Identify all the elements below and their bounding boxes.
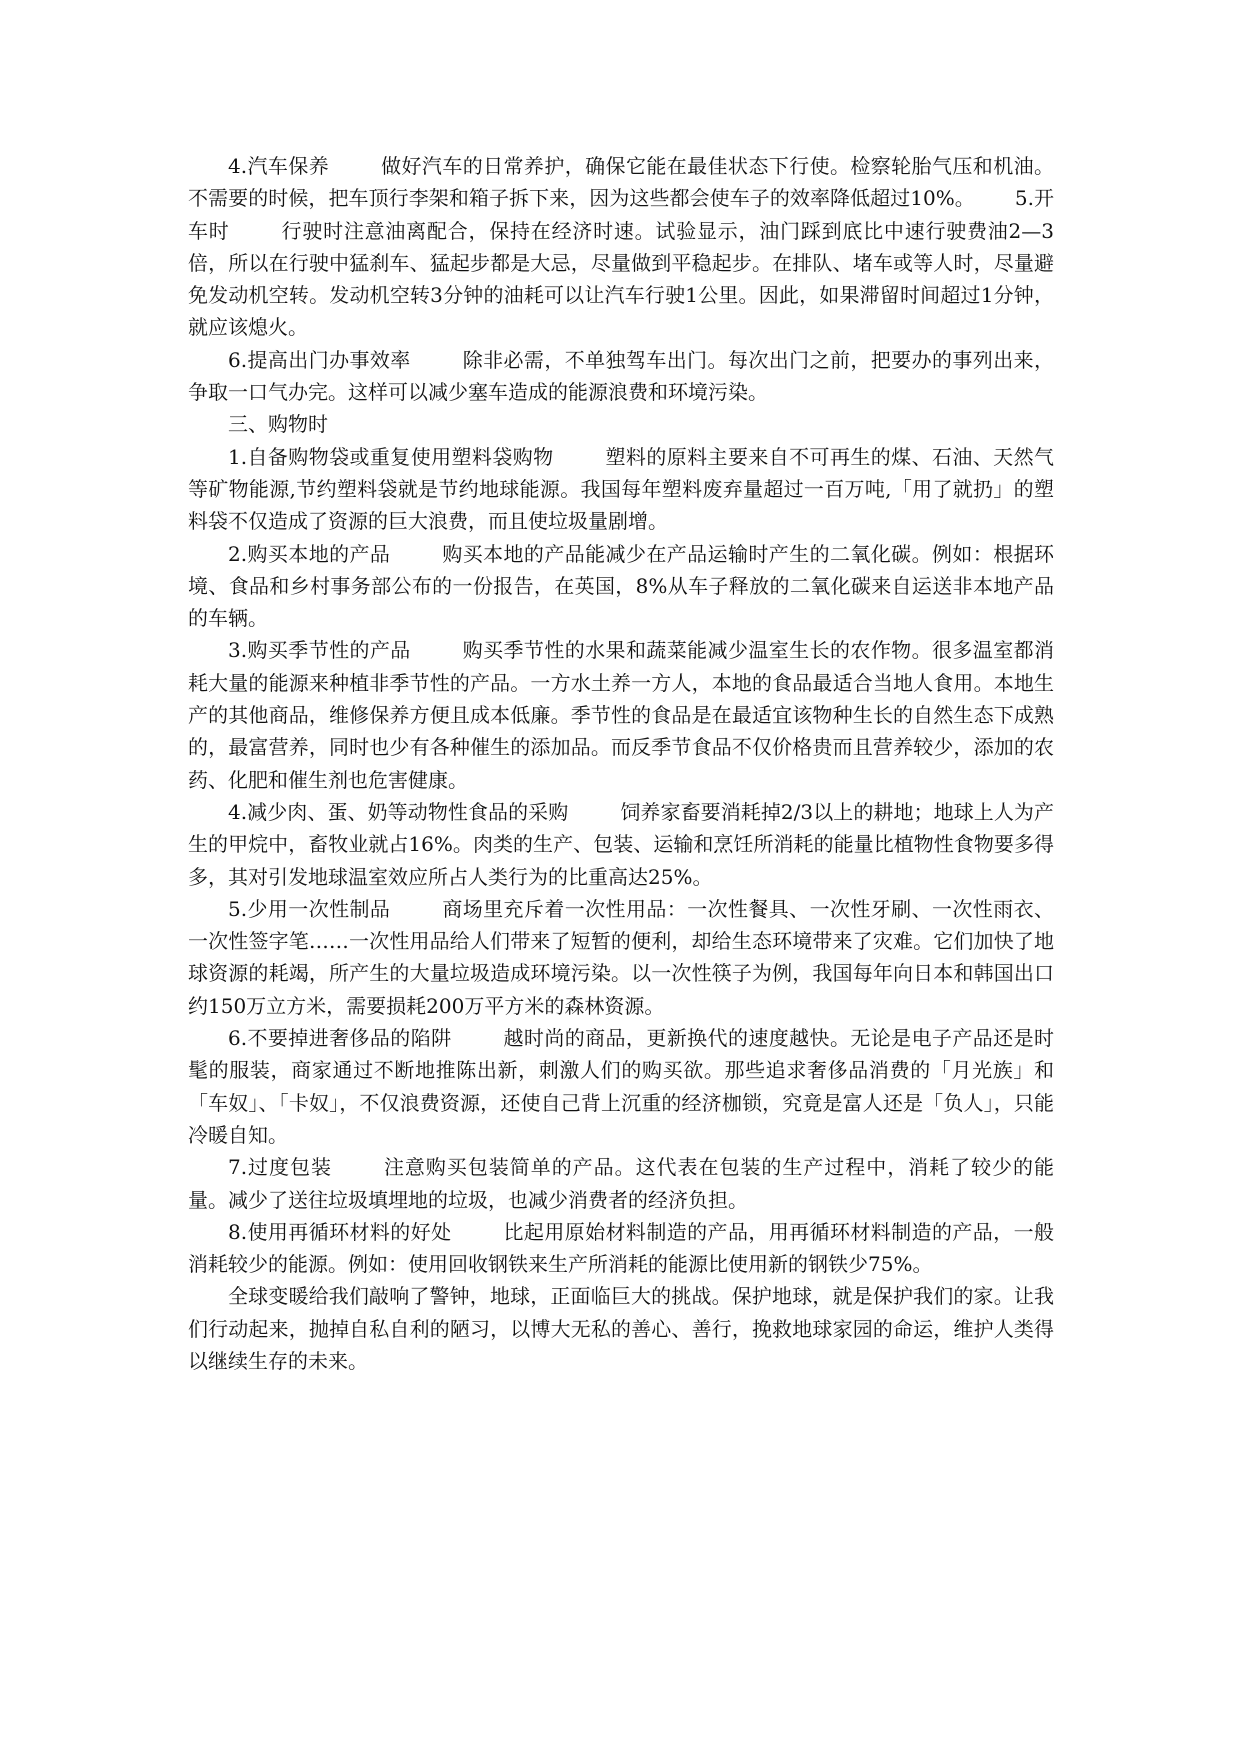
paragraph-recycled-materials — [188, 1216, 1054, 1281]
heading-errand-efficiency: 6.提高出门办事效率 — [228, 347, 411, 372]
heading-shopping-bags: 1.自备购物袋或重复使用塑料袋购物 — [228, 444, 554, 469]
paragraph-conclusion — [188, 1280, 1054, 1377]
text-disposables: 商场里充斥着一次性用品：一次性餐具、一次性牙刷、一次性雨衣、一次性签字笔……一次性用品给人们带来了短暂的便利，却给生态环境带来了灾难。它们加快了地球资源的耗竭，所产生的大量垃圾造成环境污染。以一次性筷子为例，我国每年向日本和韩国出口约150万立方米，需要损耗200万平方米的森林资源。 — [188, 896, 1054, 1018]
paragraph-local-products — [188, 538, 1054, 635]
heading-luxury-trap: 6.不要掉进奢侈品的陷阱 — [228, 1026, 452, 1051]
text-over-packaging: 注意购买包装简单的产品。这代表在包装的生产过程中，消耗了较少的能量。减少了送往垃圾填埋地的垃圾，也减少消费者的经济负担。 — [188, 1155, 1054, 1212]
paragraph-disposables — [188, 893, 1054, 1022]
text-driving: 行驶时注意油离配合，保持在经济时速。试验显示，油门踩到底比中速行驶费油2—3倍，所以在行驶中猛刹车、猛起步都是大忌，尽量做到平稳起步。在排队、堵车或等人时，尽量避免发动机空转。发动机空转3分钟的油耗可以让汽车行驶1公里。因此，如果滞留时间超过1分钟，就应该熄火。 — [188, 218, 1054, 340]
heading-animal-foods: 4.减少肉、蛋、奶等动物性食品的采购 — [228, 799, 569, 824]
text-conclusion: 全球变暖给我们敲响了警钟，地球，正面临巨大的挑战。保护地球，就是保护我们的家。让我们行动起来，抛掉自私自利的陋习，以博大无私的善心、善行，挽救地球家园的命运，维护人类得以继续生存的未来。 — [188, 1284, 1054, 1373]
section-heading-shopping — [188, 408, 1054, 440]
paragraph-over-packaging — [188, 1151, 1054, 1216]
document-body — [188, 150, 1054, 1377]
text-errand-efficiency: 除非必需，不单独驾车出门。每次出门之前，把要办的事列出来，争取一口气办完。这样可以减少塞车造成的能源浪费和环境污染。 — [188, 347, 1054, 405]
paragraph-shopping-bags — [188, 441, 1054, 538]
heading-driving: 5.开车时 — [188, 186, 1054, 243]
paragraph-luxury-trap — [188, 1022, 1054, 1151]
paragraph-car-maintenance — [188, 150, 1054, 344]
paragraph-errand-efficiency — [188, 344, 1054, 409]
text-car-maintenance: 做好汽车的日常养护，确保它能在最佳状态下行使。检察轮胎气压和机油。不需要的时候，把车顶行李架和箱子拆下来，因为这些都会使车子的效率降低超过10%。 — [188, 154, 1055, 211]
paragraph-animal-foods — [188, 796, 1054, 893]
section-heading-shopping-text: 三、购物时 — [228, 412, 328, 437]
text-luxury-trap: 越时尚的商品，更新换代的速度越快。无论是电子产品还是时髦的服装，商家通过不断地推陈出新，刺激人们的购买欲。那些追求奢侈品消费的「月光族」和「车奴」、「卡奴」，不仅浪费资源，还使自己背上沉重的经济枷锁，究竟是富人还是「负人」，只能冷暖自知。 — [188, 1026, 1054, 1147]
heading-local-products: 2.购买本地的产品 — [228, 541, 391, 566]
heading-seasonal-products: 3.购买季节性的产品 — [228, 638, 411, 663]
text-animal-foods: 饲养家畜要消耗掉2/3以上的耕地；地球上人为产生的甲烷中，畜牧业就占16%。肉类的生产、包装、运输和烹饪所消耗的能量比植物性食物要多得多，其对引发地球温室效应所占人类行为的比重高达25%。 — [188, 799, 1055, 889]
heading-over-packaging: 7.过度包装 — [228, 1155, 332, 1180]
paragraph-seasonal-products — [188, 634, 1054, 795]
heading-car-maintenance: 4.汽车保养 — [228, 154, 330, 178]
text-local-products: 购买本地的产品能减少在产品运输时产生的二氧化碳。例如：根据环境、食品和乡村事务部公布的一份报告，在英国，8%从车子释放的二氧化碳来自运送非本地产品的车辆。 — [188, 541, 1054, 631]
heading-recycled-materials: 8.使用再循环材料的好处 — [228, 1219, 452, 1244]
text-recycled-materials: 比起用原始材料制造的产品，用再循环材料制造的产品，一般消耗较少的能源。例如：使用回收钢铁来生产所消耗的能源比使用新的钢铁少75%。 — [188, 1219, 1054, 1277]
text-seasonal-products: 购买季节性的水果和蔬菜能减少温室生长的农作物。很多温室都消耗大量的能源来种植非季节性的产品。一方水土养一方人，本地的食品最适合当地人食用。本地生产的其他商品，维修保养方便且成本低廉。季节性的食品是在最适宜该物种生长的自然生态下成熟的，最富营养，同时也少有各种催生的添加品。而反季节食品不仅价格贵而且营养较少，添加的农药、化肥和催生剂也危害健康。 — [188, 638, 1054, 792]
heading-disposables: 5.少用一次性制品 — [228, 896, 391, 921]
text-shopping-bags: 塑料的原料主要来自不可再生的煤、石油、天然气等矿物能源,节约塑料袋就是节约地球能源。我国每年塑料废弃量超过一百万吨,「用了就扔」的塑料袋不仅造成了资源的巨大浪费，而且使垃圾量剧增。 — [188, 444, 1054, 534]
